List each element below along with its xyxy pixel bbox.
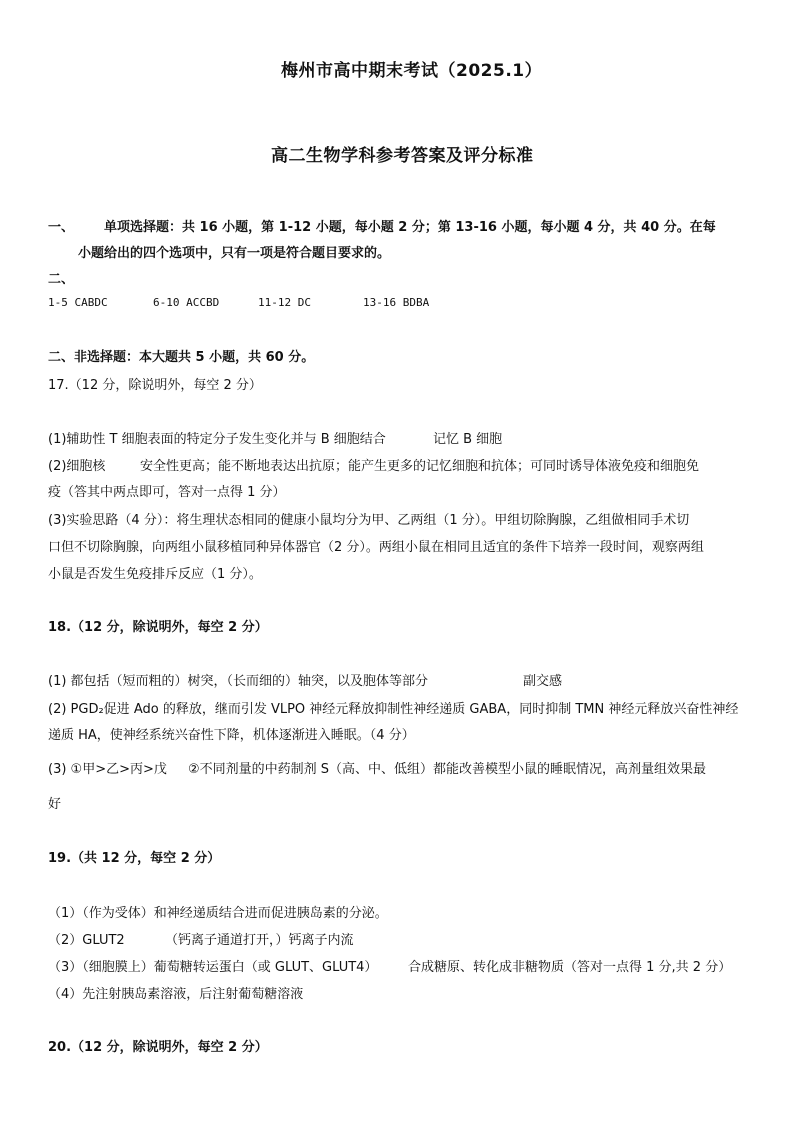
q19-heading: 19.（共 12 分，每空 2 分） [48, 851, 221, 866]
q20-heading: 20.（12 分，除说明外，每空 2 分） [48, 1040, 268, 1055]
section1-heading-line2: 小题给出的四个选项中，只有一项是符合题目要求的。 [78, 246, 391, 261]
answer-group-1: 1-5 CABDC [48, 296, 108, 309]
document-subtitle: 高二生物学科参考答案及评分标准 [271, 146, 534, 166]
section1-label: 一、 [48, 220, 75, 235]
q18-answer-2a: (2) PGD₂促进 Ado 的释放，继而引发 VLPO 神经元释放抑制性神经递质 GABA，同时抑制 TMN 神经元释放兴奋性神经 [48, 702, 739, 717]
section2-heading: 二、非选择题：本大题共 5 小题，共 60 分。 [48, 350, 315, 365]
q19-answer-1: （1）（作为受体）和神经递质结合进而促进胰岛素的分泌。 [48, 906, 388, 921]
q17-answer-3b: 口但不切除胸腺，向两组小鼠移植同种异体器官（2 分）。两组小鼠在相同且适宜的条件下培养一段时间，观察两组 [48, 540, 704, 555]
q17-answer-2a: (2)细胞核 [48, 459, 106, 474]
section1-label2: 二、 [48, 272, 75, 287]
q17-answer-2c: 疫（答其中两点即可，答对一点得 1 分） [48, 485, 286, 500]
q19-answer-4: （4）先注射胰岛素溶液，后注射葡萄糖溶液 [48, 987, 304, 1002]
q19-answer-2a: （2）GLUT2 [48, 933, 125, 948]
document-title: 梅州市高中期末考试（2025.1） [281, 61, 543, 81]
section1-heading-line1: 单项选择题：共 16 小题，第 1-12 小题，每小题 2 分；第 13-16 小题，每小题 4 分，共 40 分。在每 [104, 220, 716, 235]
q18-answer-3a: (3) ①甲>乙>丙>戊 [48, 762, 167, 777]
q17-answer-2b: 安全性更高；能不断地表达出抗原；能产生更多的记忆细胞和抗体；可同时诱导体液免疫和细胞免 [140, 459, 700, 474]
q19-answer-3a: （3）（细胞膜上）葡萄糖转运蛋白（或 GLUT、GLUT4） [48, 960, 378, 975]
q18-answer-1b: 副交感 [523, 674, 563, 689]
answer-group-3: 11-12 DC [258, 296, 311, 309]
q18-answer-2b: 递质 HA，使神经系统兴奋性下降，机体逐渐进入睡眠。（4 分） [48, 728, 415, 743]
q18-answer-1a: (1) 都包括（短而粗的）树突，（长而细的）轴突，以及胞体等部分 [48, 674, 429, 689]
q18-heading: 18.（12 分，除说明外，每空 2 分） [48, 620, 268, 635]
q19-answer-3b: 合成糖原、转化成非糖物质（答对一点得 1 分,共 2 分） [408, 960, 732, 975]
q19-answer-2b: （钙离子通道打开，）钙离子内流 [165, 933, 354, 948]
answer-group-4: 13-16 BDBA [363, 296, 430, 309]
q17-answer-3c: 小鼠是否发生免疫排斥反应（1 分）。 [48, 567, 262, 582]
q18-answer-3b: ②不同剂量的中药制剂 S（高、中、低组）都能改善模型小鼠的睡眠情况，高剂量组效果最 [188, 762, 707, 777]
q17-heading: 17.（12 分，除说明外，每空 2 分） [48, 378, 262, 393]
q18-answer-3c: 好 [48, 797, 62, 812]
q17-answer-1a: (1)辅助性 T 细胞表面的特定分子发生变化并与 B 细胞结合 [48, 432, 386, 447]
answer-group-2: 6-10 ACCBD [153, 296, 220, 309]
q17-answer-3a: (3)实验思路（4 分）：将生理状态相同的健康小鼠均分为甲、乙两组（1 分）。甲组切除胸腺，乙组做相同手术切 [48, 513, 690, 528]
q17-answer-1b: 记忆 B 细胞 [433, 432, 503, 447]
